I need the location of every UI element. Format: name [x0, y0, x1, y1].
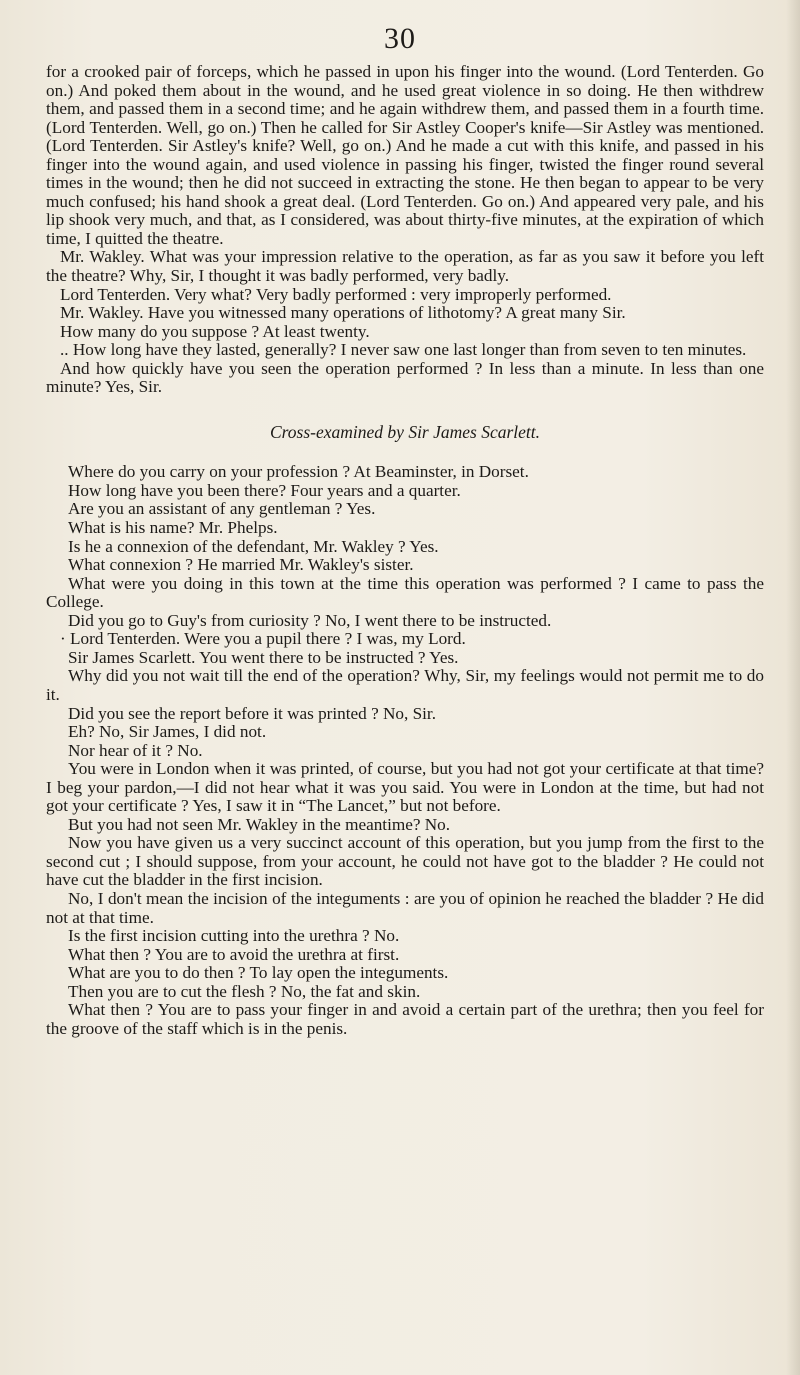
paragraph: Are you an assistant of any gentleman ? Yes.: [68, 499, 376, 519]
paragraph: What were you doing in this town at the time this operation was performed ? I came to pass the College.: [46, 573, 764, 612]
paragraph: What connexion ? He married Mr. Wakley's sister.: [68, 555, 414, 575]
paragraph: What are you to do then ? To lay open the integuments.: [68, 963, 449, 983]
paragraph: You were in London when it was printed, of course, but you had not got your certificate at that time? I beg your pardon,—I did not hear what it was you said. You were in London at the time, but had not got your certificate ? Yes, I saw it in “The Lancet,” but not before.: [46, 759, 764, 816]
paragraph: What is his name? Mr. Phelps.: [68, 518, 278, 538]
page-number: 30: [384, 22, 416, 55]
paragraph: And how quickly have you seen the operation performed ? In less than a minute. In less than one minute? Yes, Sir.: [46, 358, 764, 397]
paragraph: Did you go to Guy's from curiosity ? No, I went there to be instructed.: [68, 610, 552, 630]
section-heading: Cross-examined by Sir James Scarlett.: [269, 421, 541, 442]
paragraph: Did you see the report before it was printed ? No, Sir.: [68, 703, 437, 723]
paragraph: Where do you carry on your profession ? At Beaminster, in Dorset.: [68, 462, 529, 482]
page-edge-shadow: [786, 0, 800, 1375]
paragraph: What then ? You are to pass your finger in and avoid a certain part of the urethra; then you feel for the groove of the staff which is in the penis.: [46, 1000, 764, 1038]
paragraph: Is he a connexion of the defendant, Mr. Wakley ? Yes.: [68, 536, 439, 556]
paragraph: How many do you suppose ? At least twenty.: [60, 321, 370, 341]
paragraph: Is the first incision cutting into the urethra ? No.: [68, 926, 400, 946]
paragraph: Lord Tenterden. Very what? Very badly performed : very improperly performed.: [60, 284, 612, 304]
paragraph: · Lord Tenterden. Were you a pupil there ? I was, my Lord.: [60, 629, 466, 649]
paragraph: Mr. Wakley. Have you witnessed many operations of lithotomy? A great many Sir.: [60, 303, 626, 323]
paragraph: Mr. Wakley. What was your impression relative to the operation, as far as you saw it before you left the theatre? Why, Sir, I thought it was badly performed, very badly.: [46, 247, 764, 286]
page-body: [46, 63, 764, 1038]
paragraph: Nor hear of it ? No.: [68, 740, 203, 760]
paragraph: How long have you been there? Four years and a quarter.: [68, 480, 461, 500]
paragraph: Then you are to cut the flesh ? No, the fat and skin.: [68, 981, 421, 1001]
paragraph: .. How long have they lasted, generally? I never saw one last longer than from seven to ten minutes.: [60, 340, 747, 360]
paragraph: What then ? You are to avoid the urethra at first.: [68, 944, 400, 964]
paragraph: Eh? No, Sir James, I did not.: [68, 722, 267, 742]
paragraph: No, I don't mean the incision of the integuments : are you of opinion he reached the bladder ? He did not at that time.: [46, 888, 764, 927]
paragraph: Now you have given us a very succinct account of this operation, but you jump from the first to the second cut ; I should suppose, from your account, he could not have got to the bladder ? He could not have cut the bladder in the first incision.: [46, 833, 764, 890]
paragraph: But you had not seen Mr. Wakley in the meantime? No.: [68, 814, 451, 834]
paragraph: for a crooked pair of forceps, which he passed in upon his finger into the wound. (Lord Tenterden. Go on.) And poked them about in the wound, and he used great violence in so doing. He then withdrew them, and passed them in a second time; and he again withdrew them, and passed them in a fourth time. (Lord Tenterden. Well, go on.) Then he called for Sir Astley Cooper's knife—Sir Astley was mentioned. (Lord Tenterden. Sir Astley's knife? Well, go on.) And he made a cut with this knife, and passed in his finger into the wound again, and used violence in passing his finger, twisted the finger round several times in the wound; then he did not succeed in extracting the stone. He then began to appear to be very much confused; his hand shook a great deal. (Lord Tenterden. Go on.) And appeared very pale, and his lip shook very much, and that, as I considered, was about thirty-five minutes, at the expiration of which time, I quitted the theatre.: [46, 62, 764, 248]
paragraph: Why did you not wait till the end of the operation? Why, Sir, my feelings would not permit me to do it.: [46, 666, 764, 704]
paragraph: Sir James Scarlett. You went there to be instructed ? Yes.: [68, 647, 459, 667]
